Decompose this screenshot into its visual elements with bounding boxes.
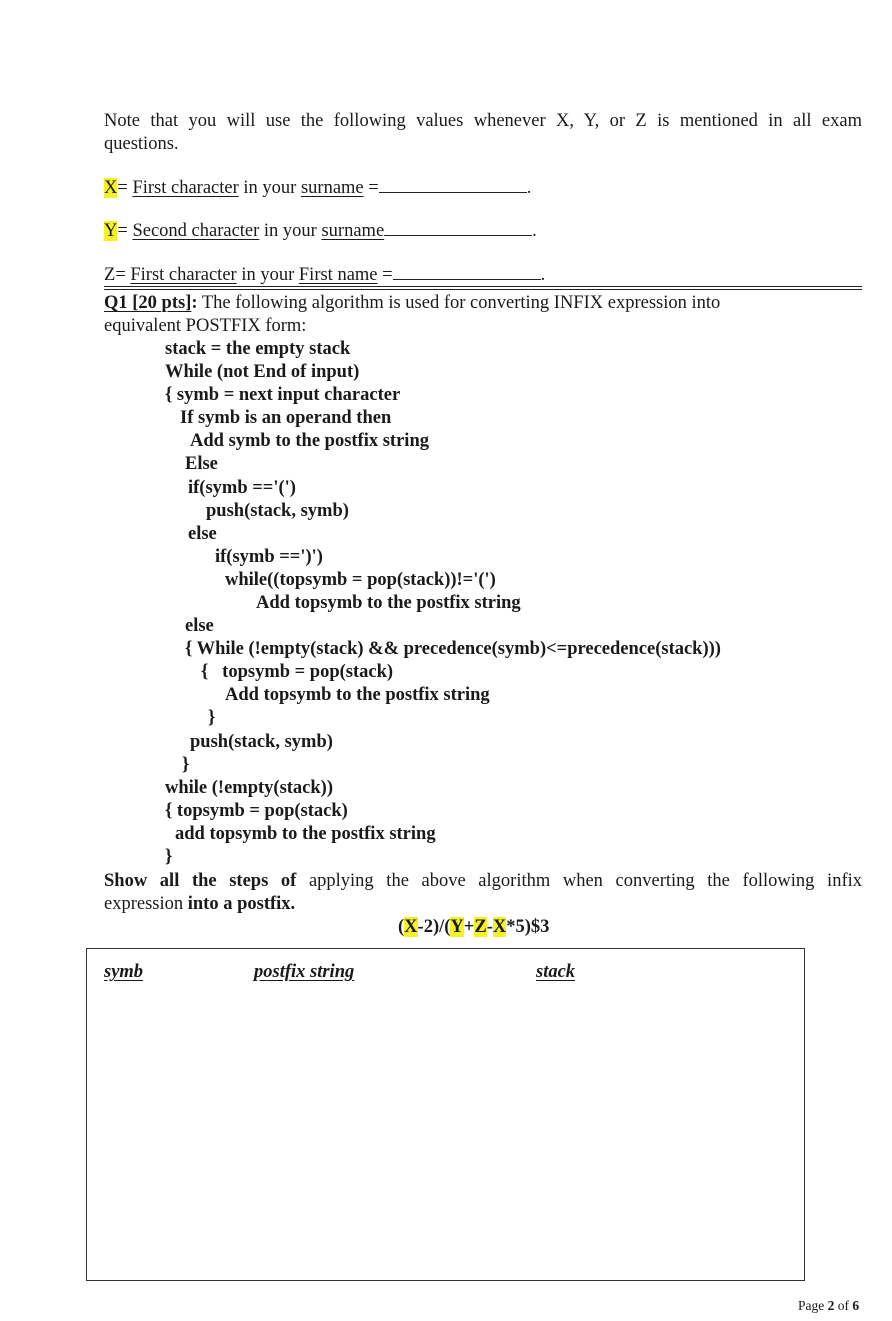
instruction-line-1: Show all the steps of applying the above algorithm when converting the following infix: [104, 871, 862, 891]
code-line: { topsymb = pop(stack): [201, 662, 394, 682]
code-line: else: [185, 616, 214, 636]
blank-y[interactable]: [384, 220, 532, 236]
def-y: Y= Second character in your surname .: [104, 221, 537, 241]
code-line: Add topsymb to the postfix string: [256, 593, 521, 613]
question-label: Q1 [20 pts]: [104, 293, 192, 313]
def-z: Z= First character in your First name = .: [104, 265, 546, 285]
header-symb: symb: [104, 962, 144, 982]
blank-z[interactable]: [393, 264, 541, 280]
code-line: if(symb =='('): [188, 478, 296, 498]
infix-expression: (X-2)/(Y+Z-X*5)$3: [398, 917, 550, 937]
header-stack: stack: [536, 962, 576, 982]
code-line: push(stack, symb): [190, 732, 333, 752]
code-line: add topsymb to the postfix string: [175, 824, 436, 844]
code-line: Else: [185, 454, 218, 474]
code-line: if(symb ==')'): [215, 547, 323, 567]
code-line: while((topsymb = pop(stack))!='('): [225, 570, 496, 590]
code-line: If symb is an operand then: [180, 408, 392, 428]
divider-line: [104, 286, 862, 287]
page-number: 2: [827, 1298, 835, 1313]
code-line: else: [188, 524, 217, 544]
code-line: { symb = next input character: [165, 385, 401, 405]
blank-x[interactable]: [379, 177, 527, 193]
code-line: While (not End of input): [165, 362, 360, 382]
var-x-highlight: X: [104, 178, 118, 198]
code-line: }: [165, 847, 173, 867]
code-line: Add topsymb to the postfix string: [225, 685, 490, 705]
code-line: stack = the empty stack: [165, 339, 351, 359]
header-postfix-string: postfix string: [254, 962, 355, 982]
page-total: 6: [852, 1298, 860, 1313]
code-line: push(stack, symb): [206, 501, 349, 521]
var-y-highlight: Y: [104, 221, 118, 241]
answer-box[interactable]: [86, 948, 805, 1281]
instruction-line-2: expression into a postfix.: [104, 894, 296, 914]
divider-line: [104, 289, 862, 290]
def-x: X= First character in your surname = .: [104, 178, 532, 198]
page-footer: Page 2 of 6: [798, 1298, 860, 1313]
intro-line-1: Note that you will use the following values whenever X, Y, or Z is mentioned in all exam: [104, 111, 862, 131]
question-heading: Q1 [20 pts]: The following algorithm is used for converting INFIX expression into: [104, 293, 721, 313]
code-line: }: [182, 755, 190, 775]
intro-line-2: questions.: [104, 134, 179, 154]
code-line: Add symb to the postfix string: [190, 431, 429, 451]
code-line: }: [208, 708, 216, 728]
code-line: { While (!empty(stack) && precedence(symb)<=precedence(stack))): [185, 639, 721, 659]
question-text-line-2: equivalent POSTFIX form:: [104, 316, 307, 336]
code-line: { topsymb = pop(stack): [165, 801, 348, 821]
code-line: while (!empty(stack)): [165, 778, 333, 798]
